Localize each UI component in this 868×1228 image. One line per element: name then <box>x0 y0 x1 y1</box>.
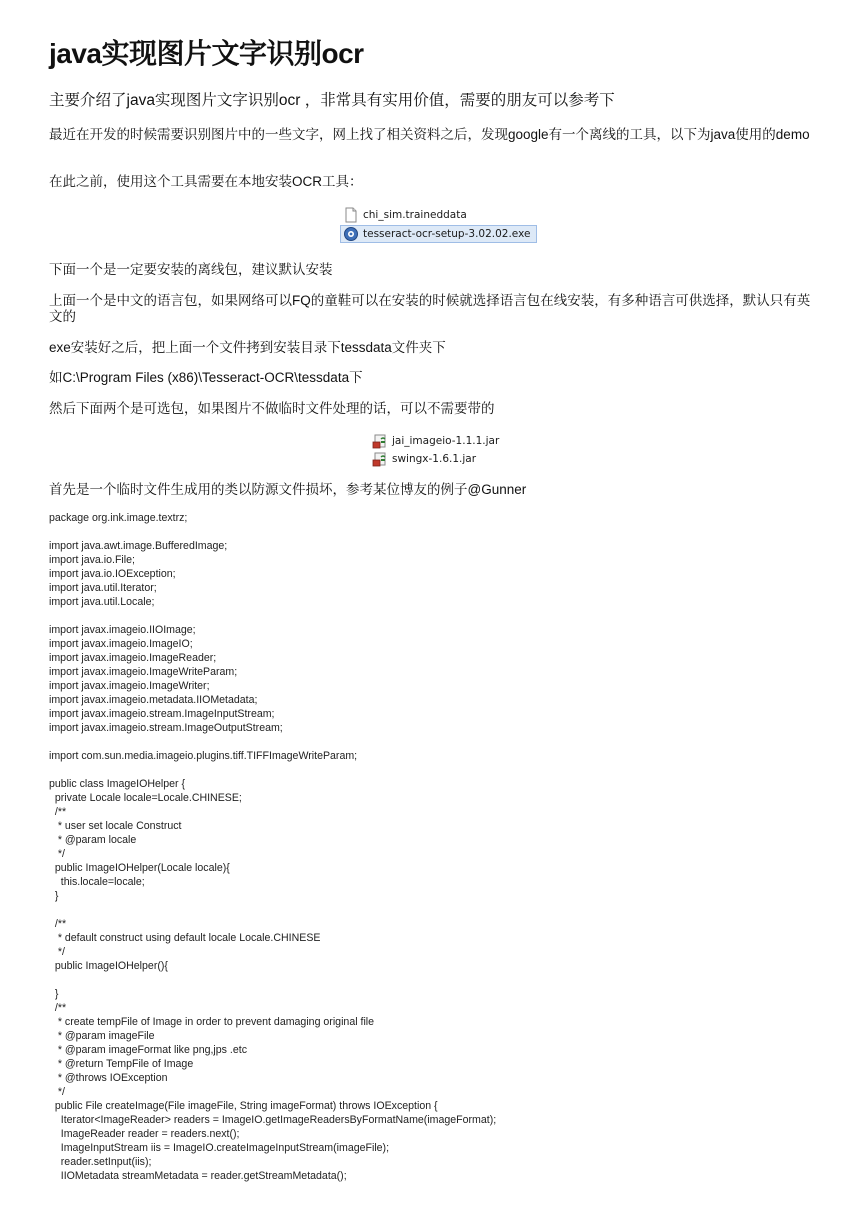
jar-icon <box>372 451 388 467</box>
article-summary: 主要介绍了java实现图片文字识别ocr ，非常具有实用价值，需要的朋友可以参考下 <box>49 92 615 109</box>
code-line: import javax.imageio.metadata.IIOMetadata; <box>49 694 258 706</box>
code-line: /** <box>49 1002 67 1014</box>
code-line: public ImageIOHelper(Locale locale){ <box>49 862 230 874</box>
code-line <box>49 609 496 623</box>
document-icon <box>343 207 359 223</box>
paragraph-temp-file-class: 首先是一个临时文件生成用的类以防源文件损坏，参考某位博友的例子@Gunner <box>49 482 527 497</box>
code-line: import java.io.File; <box>49 554 135 566</box>
code-line: import javax.imageio.ImageWriteParam; <box>49 666 238 678</box>
code-line <box>49 903 496 917</box>
code-line: * @param locale <box>49 834 137 846</box>
code-line: IIOMetadata streamMetadata = reader.getStreamMetadata(); <box>49 1170 347 1182</box>
code-line: import java.io.IOException; <box>49 568 176 580</box>
code-line: * @param imageFormat like png,jps .etc <box>49 1044 247 1056</box>
code-line: * default construct using default locale Locale.CHINESE <box>49 932 321 944</box>
code-line: * create tempFile of Image in order to prevent damaging original file <box>49 1016 375 1028</box>
code-line: public ImageIOHelper(){ <box>49 960 168 972</box>
code-line: import javax.imageio.stream.ImageInputStream; <box>49 708 275 720</box>
paragraph-intro: 最近在开发的时候需要识别图片中的一些文字，网上找了相关资料之后，发现google有一个离线的工具，以下为java使用的demo <box>49 127 810 142</box>
file-item-traineddata <box>343 206 467 224</box>
code-line: reader.setInput(iis); <box>49 1156 152 1168</box>
code-line: */ <box>49 1086 65 1098</box>
code-line: import java.util.Locale; <box>49 596 155 608</box>
code-line: */ <box>49 946 65 958</box>
code-line: import javax.imageio.ImageIO; <box>49 638 193 650</box>
code-line: /** <box>49 918 67 930</box>
code-line: private Locale locale=Locale.CHINESE; <box>49 792 242 804</box>
code-line: ImageReader reader = readers.next(); <box>49 1128 240 1140</box>
code-line: /** <box>49 806 67 818</box>
file-item-setup-exe <box>340 225 537 243</box>
file-item-jai-imageio <box>372 432 499 450</box>
file-name: jai_imageio-1.1.1.jar <box>392 435 500 447</box>
code-line <box>49 525 496 539</box>
code-line: ImageInputStream iis = ImageIO.createImageInputStream(imageFile); <box>49 1142 390 1154</box>
file-name: swingx-1.6.1.jar <box>392 453 477 465</box>
installer-icon <box>343 226 359 242</box>
code-line: import javax.imageio.ImageReader; <box>49 652 217 664</box>
code-line: import java.awt.image.BufferedImage; <box>49 540 228 552</box>
paragraph-install-note: 在此之前，使用这个工具需要在本地安装OCR工具： <box>49 174 363 189</box>
code-line: * user set locale Construct <box>49 820 182 832</box>
jar-icon <box>372 433 388 449</box>
code-line: Iterator<ImageReader> readers = ImageIO.getImageReadersByFormatName(imageFormat); <box>49 1114 497 1126</box>
code-line: } <box>49 890 59 902</box>
file-name: tesseract-ocr-setup-3.02.02.exe <box>363 228 531 240</box>
code-line: public class ImageIOHelper { <box>49 778 186 790</box>
code-line <box>49 735 496 749</box>
code-line: * @throws IOException <box>49 1072 168 1084</box>
paragraph-offline-package: 下面一个是一定要安装的离线包，建议默认安装 <box>49 262 333 277</box>
code-line: import javax.imageio.ImageWriter; <box>49 680 210 692</box>
code-line: * @param imageFile <box>49 1030 155 1042</box>
paragraph-optional-packages: 然后下面两个是可选包，如果图片不做临时文件处理的话，可以不需要带的 <box>49 401 495 416</box>
code-line: import javax.imageio.stream.ImageOutputStream; <box>49 722 283 734</box>
figure-jar-files <box>368 431 508 469</box>
code-line: * @return TempFile of Image <box>49 1058 194 1070</box>
file-name: chi_sim.traineddata <box>363 209 467 221</box>
code-line: package org.ink.image.textrz; <box>49 512 188 524</box>
code-line: import com.sun.media.imageio.plugins.tiff.TIFFImageWriteParam; <box>49 750 358 762</box>
code-line <box>49 973 496 987</box>
figure-ocr-files <box>339 204 539 246</box>
code-line: } <box>49 988 59 1000</box>
paragraph-language-pack: 上面一个是中文的语言包，如果网络可以FQ的童鞋可以在安装的时候就选择语言包在线安装，有多种语言可供选择，默认只有英文的 <box>49 293 811 324</box>
code-line: */ <box>49 848 65 860</box>
page-title: java实现图片文字识别ocr <box>49 38 364 69</box>
code-line: this.locale=locale; <box>49 876 145 888</box>
paragraph-path-example: 如C:\Program Files (x86)\Tesseract-OCR\tessdata下 <box>49 370 363 385</box>
code-line: import javax.imageio.IIOImage; <box>49 624 196 636</box>
paragraph-copy-file: exe安装好之后，把上面一个文件拷到安装目录下tessdata文件夹下 <box>49 340 446 355</box>
file-item-swingx <box>372 450 476 468</box>
code-line <box>49 763 496 777</box>
code-block <box>49 511 496 1183</box>
code-line: import java.util.Iterator; <box>49 582 157 594</box>
code-line: public File createImage(File imageFile, String imageFormat) throws IOException { <box>49 1100 438 1112</box>
